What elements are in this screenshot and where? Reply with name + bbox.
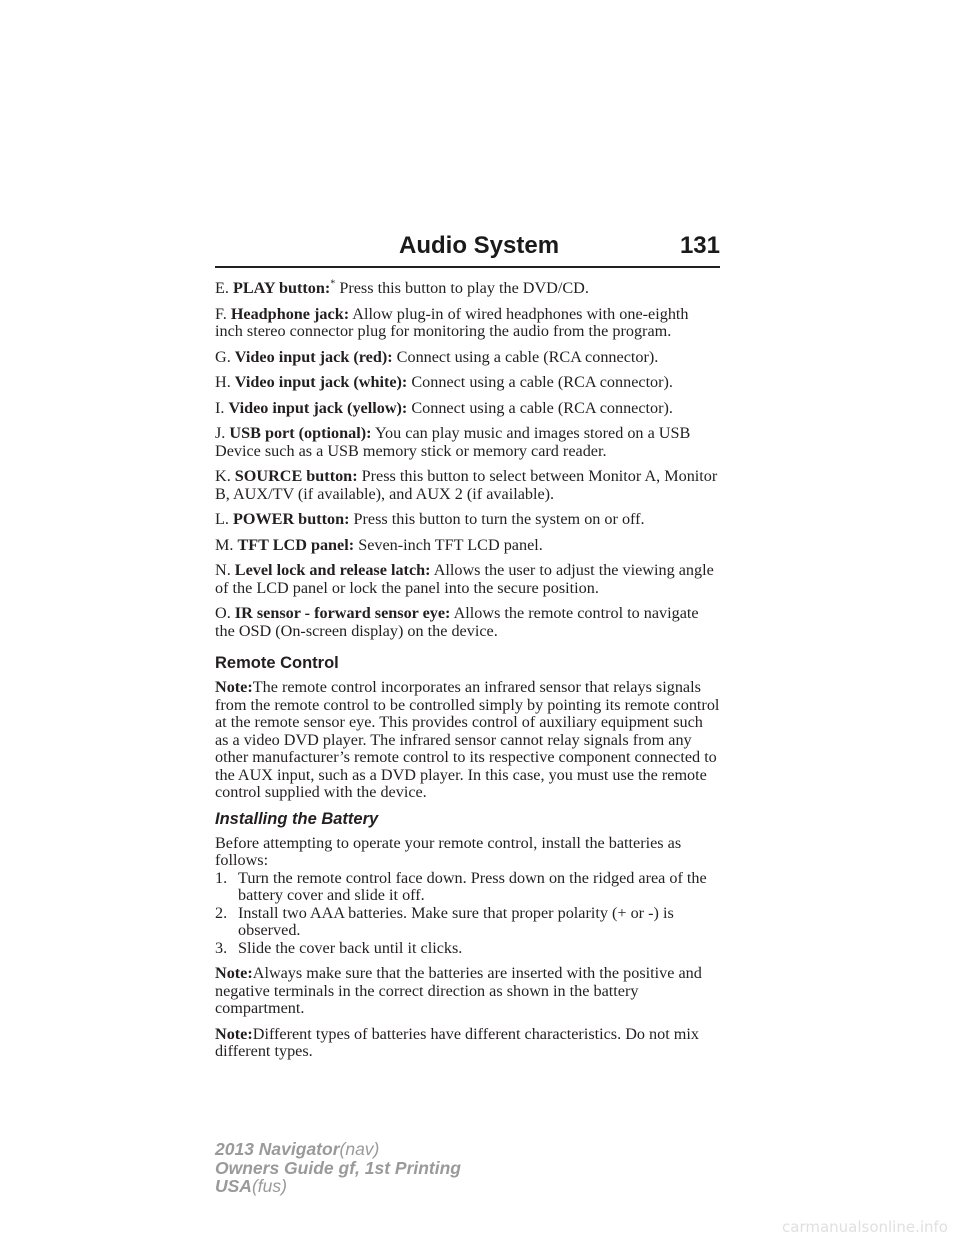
- step-text: Install two AAA batteries. Make sure that proper polarity (+ or -) is observed.: [238, 903, 674, 939]
- note-label: Note:: [215, 678, 253, 696]
- list-item: [215, 425, 720, 460]
- note-text: Always make sure that the batteries are inserted with the positive and negative terminals in the correct direction as shown in the battery compartment.: [215, 964, 702, 1017]
- battery-note-types: [215, 1026, 720, 1061]
- step-number: 3.: [215, 938, 228, 957]
- list-item: [215, 468, 720, 503]
- item-description: Press this button to play the DVD/CD.: [339, 279, 589, 297]
- step-item: [215, 870, 720, 905]
- item-description: Allows the user to adjust the viewing angle of the LCD panel or lock the panel into the secure position.: [215, 561, 714, 597]
- item-description: Connect using a cable (RCA connector).: [411, 373, 673, 391]
- step-item: [215, 940, 720, 958]
- item-term: Video input jack (red):: [234, 347, 393, 366]
- list-item: [215, 400, 720, 418]
- list-item: [215, 605, 720, 640]
- item-term: Video input jack (white):: [234, 373, 408, 391]
- remote-control-note: [215, 679, 720, 802]
- list-item: [215, 280, 720, 298]
- note-text: The remote control incorporates an infrared sensor that relays signals from the remote control to be controlled simply by pointing its remote control at the remote sensor eye. This provides control of auxiliary equipment such as a video DVD player. The infrared sensor cannot relay signals from any other manufacturer’s remote control to its respective component connected to the AUX input, such as a DVD player. In this case, you must use the remote control supplied with the device.: [215, 678, 720, 801]
- step-text: Turn the remote control face down. Press down on the ridged area of the battery cover and slide it off.: [238, 868, 707, 904]
- footer-model: 2013 Navigator: [215, 1139, 340, 1159]
- item-letter: K.: [215, 467, 231, 485]
- battery-note-polarity: [215, 965, 720, 1018]
- item-description: Allows the remote control to navigate the OSD (On-screen display) on the device.: [215, 604, 699, 640]
- step-number: 1.: [215, 868, 228, 887]
- list-item: [215, 511, 720, 529]
- battery-intro: Before attempting to operate your remote control, install the batteries as follows:: [215, 833, 682, 869]
- remote-control-heading: Remote Control: [215, 654, 339, 672]
- item-term: SOURCE button:: [234, 467, 358, 485]
- item-description: Press this button to select between Monitor A, Monitor B, AUX/TV (if available), and AUX 2 (if available).: [215, 467, 718, 503]
- footer-line-model: [215, 1140, 461, 1159]
- item-letter: F.: [215, 304, 227, 323]
- item-term: TFT LCD panel:: [237, 535, 355, 554]
- footer-model-code: (nav): [339, 1139, 380, 1159]
- item-description: Press this button to turn the system on or off.: [353, 510, 645, 528]
- item-term: Video input jack (yellow):: [228, 398, 408, 417]
- page-number: 131: [679, 232, 720, 259]
- list-item: [215, 374, 720, 392]
- note-label: Note:: [215, 1024, 253, 1043]
- step-item: [215, 905, 720, 940]
- item-letter: M.: [215, 535, 234, 554]
- footer-line-guide: Owners Guide gf, 1st Printing: [215, 1157, 461, 1178]
- item-term: POWER button:: [232, 510, 350, 528]
- item-letter: I.: [215, 398, 225, 417]
- item-letter: O.: [215, 604, 231, 622]
- item-term: PLAY button:: [232, 279, 331, 297]
- item-letter: J.: [215, 424, 226, 442]
- item-term: Level lock and release latch:: [234, 561, 431, 579]
- list-item: [215, 306, 720, 341]
- item-description: Seven-inch TFT LCD panel.: [358, 535, 543, 554]
- item-footnote-mark: *: [330, 278, 336, 290]
- note-text: Different types of batteries have different characteristics. Do not mix different types.: [215, 1024, 699, 1060]
- header-rule: [215, 266, 720, 268]
- item-description: You can play music and images stored on a USB Device such as a USB memory stick or memory card reader.: [215, 424, 691, 460]
- item-term: Headphone jack:: [230, 304, 350, 323]
- item-letter: N.: [215, 561, 231, 579]
- note-label: Note:: [215, 964, 253, 982]
- footer-line-market: [215, 1177, 461, 1196]
- print-footer: [215, 1140, 461, 1196]
- item-term: USB port (optional):: [229, 424, 372, 442]
- footer-market-code: (fus): [251, 1176, 287, 1196]
- item-letter: E.: [215, 279, 229, 297]
- item-letter: H.: [215, 373, 231, 391]
- item-description: Connect using a cable (RCA connector).: [411, 398, 673, 417]
- item-description: Connect using a cable (RCA connector).: [396, 347, 659, 366]
- component-list: [215, 280, 720, 640]
- item-letter: L.: [215, 510, 229, 528]
- list-item: [215, 537, 720, 555]
- list-item: [215, 562, 720, 597]
- page-header: [215, 226, 720, 266]
- step-text: Slide the cover back until it clicks.: [238, 938, 463, 957]
- item-term: IR sensor - forward sensor eye:: [234, 604, 451, 622]
- item-description: Allow plug-in of wired headphones with one-eighth inch stereo connector plug for monitoring the audio from the program.: [215, 304, 689, 340]
- site-watermark: carmanualsonline.info: [782, 1218, 948, 1236]
- list-item: [215, 349, 720, 367]
- installing-battery-heading: Installing the Battery: [215, 809, 379, 828]
- section-title: Audio System: [399, 232, 560, 259]
- battery-steps: [215, 870, 720, 958]
- page-body: [215, 280, 720, 1069]
- step-number: 2.: [215, 903, 228, 922]
- footer-market: USA: [215, 1176, 252, 1196]
- item-letter: G.: [215, 347, 231, 366]
